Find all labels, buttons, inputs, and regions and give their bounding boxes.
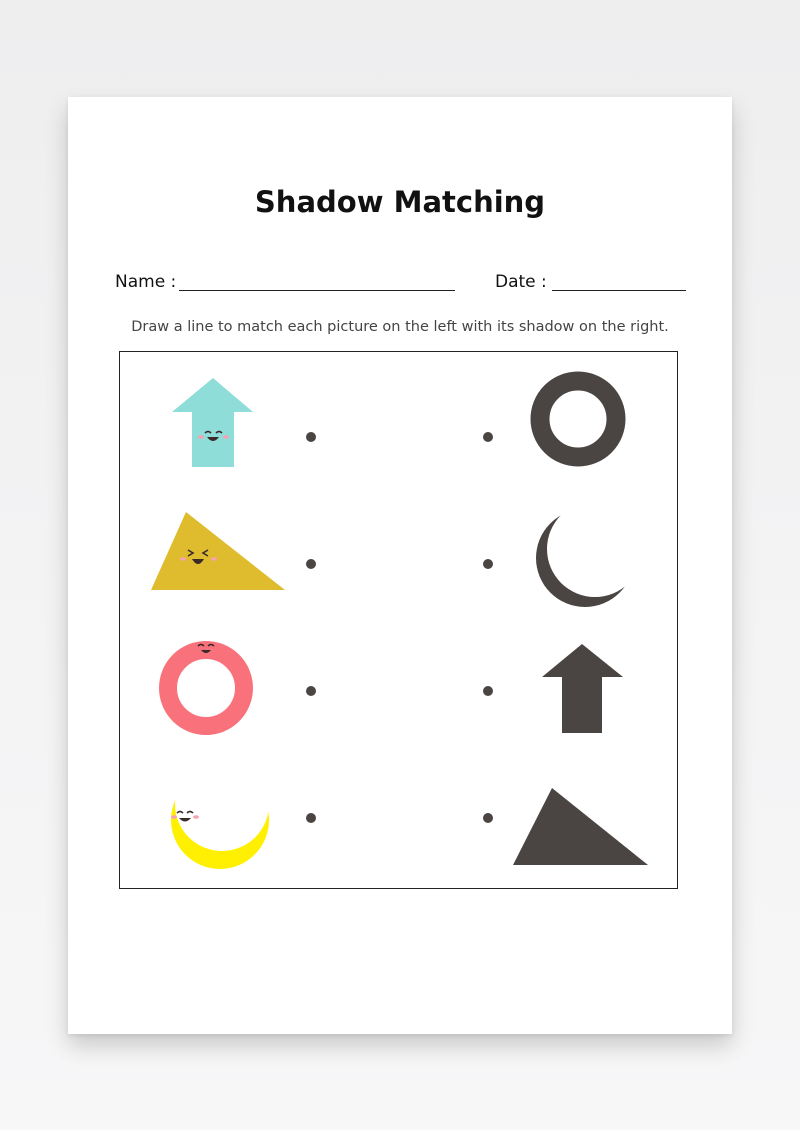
instructions: Draw a line to match each picture on the left with its shadow on the right. xyxy=(131,319,669,335)
picture-ring-icon[interactable] xyxy=(168,645,244,727)
worksheet-title: Shadow Matching xyxy=(254,185,546,219)
shadow-ring-icon[interactable] xyxy=(540,381,616,457)
left-dot-2[interactable] xyxy=(306,559,316,569)
worksheet-page xyxy=(68,97,732,1034)
left-dot-3[interactable] xyxy=(306,686,316,696)
right-dot-4[interactable] xyxy=(483,813,493,823)
right-dot-2[interactable] xyxy=(483,559,493,569)
left-dot-4[interactable] xyxy=(306,813,316,823)
left-dot-1[interactable] xyxy=(306,432,316,442)
name-label: Name : xyxy=(115,272,177,292)
picture-triangle-icon[interactable] xyxy=(151,512,285,590)
matching-shapes xyxy=(68,97,732,1034)
picture-arrow-shape xyxy=(172,378,253,467)
picture-triangle-shape xyxy=(151,512,285,590)
shadow-moon-icon[interactable] xyxy=(536,509,634,607)
right-dot-1[interactable] xyxy=(483,432,493,442)
right-dot-3[interactable] xyxy=(483,686,493,696)
picture-moon-icon[interactable] xyxy=(171,771,269,869)
picture-ring-shape xyxy=(168,650,244,726)
picture-arrow-icon[interactable] xyxy=(172,378,253,467)
shadow-triangle-icon[interactable] xyxy=(513,788,648,865)
shadow-arrow-icon[interactable] xyxy=(542,644,623,733)
date-label: Date : xyxy=(495,272,547,292)
